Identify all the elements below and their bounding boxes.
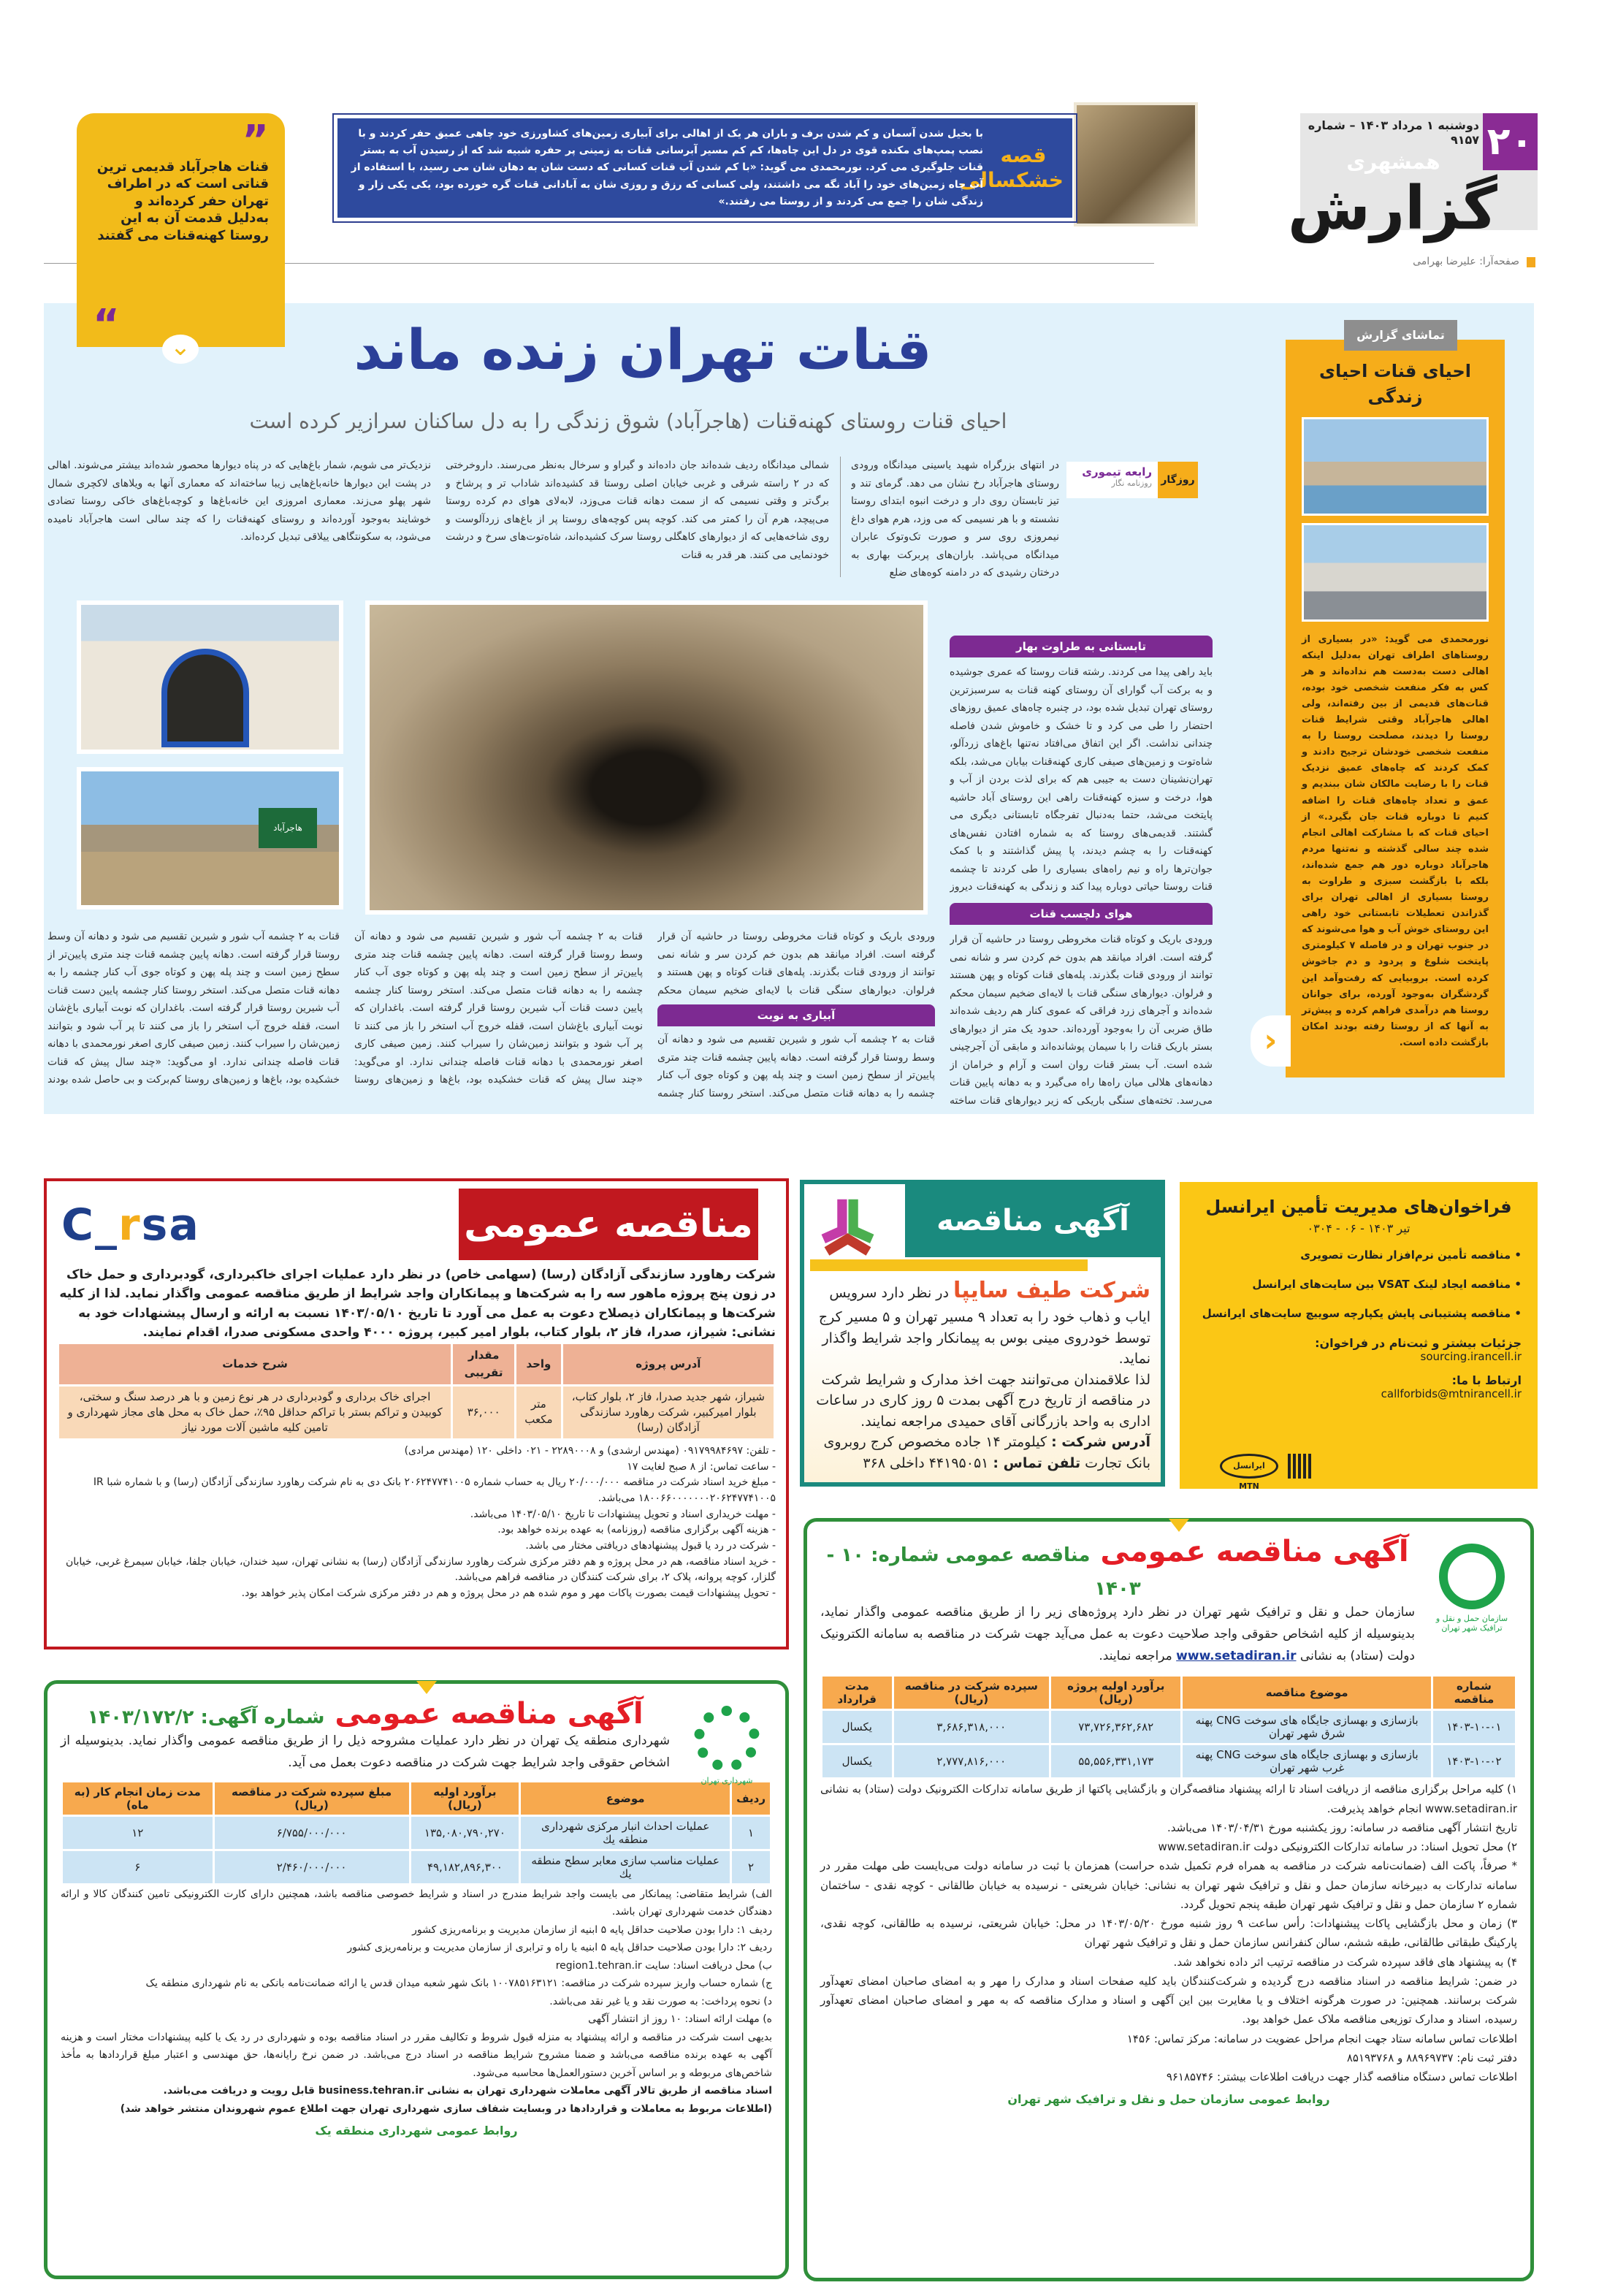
irancell-ad — [1180, 1182, 1538, 1489]
cell: عملیات احداث انبار مرکزی شهرداری منطقه یك — [521, 1817, 730, 1849]
cell: ۲ — [732, 1851, 770, 1883]
ad-intro: سازمان حمل و نقل و ترافیک شهر تهران در نظر دارد پروژه‌های زیر را از طریق مناقصه عمومی واگذار نماید، بدینوسیله از کلیه اشخاص حقوقی واجد صلاحیت دعوت به عمل می‌آید جهت شرکت در مناقصه به سامانه الکترونیک دولت (ستاد) به نشانی — [820, 1605, 1415, 1663]
qr-code-icon — [1288, 1454, 1313, 1479]
col-header: مقدار تقریبی — [453, 1344, 514, 1384]
village-sign: هاجرآباد — [259, 808, 317, 848]
section-heading: تابستانی به طراوت بهار — [950, 636, 1213, 657]
note: - هزینه آگهی برگزاری مناقصه (روزنامه) به عهده برنده خواهد بود. — [497, 1524, 776, 1536]
designer-marker-icon — [1527, 257, 1535, 267]
details-link[interactable]: sourcing.irancell.ir — [1420, 1350, 1522, 1363]
list-item: • مناقصه ایجاد لینک VSAT بین سایت‌های ایرانسل — [1252, 1278, 1522, 1291]
col-header: برآورد اولیه پروژه (ریال) — [1051, 1677, 1180, 1709]
sidebar-tab: تماشای گزارش — [1344, 320, 1457, 351]
contact-label: ارتباط با ما: — [1451, 1373, 1522, 1387]
section-irrigation — [657, 1004, 935, 1102]
note: (اطلاعات مربوط به معاملات و قراردادها در وبسایت شفاف سازی شهرداری تهران جهت اطلاع عموم شهروندان منتشر خواهد شد) — [120, 2102, 772, 2115]
list-item: • مناقصه پشتیبانی پایش یکپارچه سوییچ سایت‌های ایرانسل — [1202, 1307, 1522, 1320]
article-title: قنات تهران زنده ماند — [354, 317, 932, 382]
note: ب) محل دریافت اسناد: سایت region1.tehran.ir — [555, 1959, 772, 1972]
cell: متر مکعب — [516, 1387, 561, 1438]
qanat-tunnel-photo — [365, 600, 928, 915]
col-header: سپرده شرکت در مناقصه (ریال) — [894, 1677, 1050, 1709]
transport-logo — [1432, 1544, 1512, 1633]
note: اطلاعات تماس سامانه ستاد جهت انجام مراحل عضویت در سامانه: مرکز تماس: ۱۴۵۶ — [1126, 2032, 1517, 2045]
note: در ضمن: شرایط مناقصه در اسناد مناقصه درج گردیده و شرکت‌کنندگان باید کلیه صفحات اسناد و مدارک را مهر و به امضای صاحبان امضای تعهدآور شرکت برسانند. همچنین: در صورت هرگونه اختلاف و یا مغایرت بین این آگهی و اسناد و مدارک مناقصه که به مهر و امضای صاحبان امضای تعهدآور رسیده، اسناد و مدارک توزیعی مناقصه ملاک عمل خواهد بود. — [820, 1974, 1517, 2026]
sidebar — [1286, 340, 1505, 1078]
section-heading: آبیاری به نوبت — [657, 1004, 935, 1026]
saipa-logo-icon — [813, 1196, 882, 1265]
note: ۴) به پیشنهاد های فاقد سپرده شرکت در مناقصه ترتیب اثر داده نخواهد شد. — [1173, 1955, 1517, 1969]
note: * صرفاً، پاکت الف (ضمانت‌نامه شرکت در مناقصه به همراه فرم تکمیل شده حراست) همزمان با ثبت در سامانه دولت می‌بایست طی مهلت مقرر در سامانه تدارکات به دبیرخانه سازمان حمل و نقل و ترافیک شهر تهران به نشانی: خیابان شریعتی - نرسیده به خیابان طالقانی - کوچه نقدی - ساختمان شماره ۲ سازمان حمل و نقل و ترافیک شهر تهران طبقه پنجم تحویل گردد. — [820, 1859, 1517, 1911]
note: الف) شرایط متقاضی: پیمانکار می بایست واجد شرایط مندرج در اسناد و شرایط خصوصی مناقصه باشد، همچنین دارای کارت الکترونیکی تامین کنندگان کالا و ارائه دهندگان خدمت شهرداری تهران باشد. — [61, 1888, 772, 1918]
story-text: با بخیل شدن آسمان و کم شدن برف و باران هر یک از اهالی برای آبیاری زمین‌های کشاورزی خود چاهی عمیق حفر کردند و با نصب پمپ‌های مکنده قوی در دل این چاه‌ها، کم کم مسیر آبرسانی قنات به زمینی پر حفره شبیه شد که از رسیدن آب به بستر قنات جلوگیری می کرد. نورمحمدی می گوید: «با کم شدن آب قنات کسانی که دست شان به دهان شان می رسید، با استفاده از آب چاه زمین‌های خود را آباد نگه می داشتند، ولی کسانی که رزق و روزی شان به آبادانی قنات گره خورده بود، یکی یکی زار و زندگی شان را جمع می کردند و از روستا می رفتند.» — [351, 128, 983, 207]
ad-title: آگهی مناقصه — [905, 1184, 1161, 1257]
note: ردیف ۲: دارا بودن صلاحیت حداقل پایه ۵ ابنیه یا راه و ترابری از سازمان مدیریت و برنامه‌ریزی کشور — [347, 1942, 772, 1953]
ad-notes — [820, 1780, 1517, 2086]
col-header: موضوع مناقصه — [1183, 1677, 1431, 1709]
page-designer: صفحه‌آرا: علیرضا بهرامی — [1413, 256, 1519, 267]
label: تلفن تماس : — [993, 1454, 1081, 1471]
ad-title: آگهی مناقصه عمومی — [335, 1697, 644, 1731]
ad-title: مناقصه عمومی — [459, 1189, 758, 1260]
issue-date: دوشنبه ۱ مرداد ۱۴۰۳ – شماره ۹۱۵۷ — [1308, 118, 1479, 147]
tender-number: مناقصه عمومی شماره: ۱۰ - ۱۴۰۳ — [826, 1544, 1141, 1600]
company-name: شرکت طیف سایپا — [953, 1278, 1150, 1303]
table-row — [822, 1711, 1515, 1743]
note: ردیف ۱: دارا بودن صلاحیت حداقل پایه ۵ ابنیه از سازمان مدیریت و برنامه‌ریزی کشور — [412, 1923, 772, 1936]
sidebar-photo-1 — [1302, 417, 1489, 516]
cell: عملیات مناسب سازی معابر سطح منطقه یك — [521, 1851, 730, 1883]
ad-text: لذا علاقمندان می‌توانند جهت اخذ مدارک و شرایط شرکت در مناقصه از تاریخ درج آگهی بمدت ۵ روز کاری در ساعات اداری به واحد بازرگانی آقای حمیدی مراجعه نمایند. — [816, 1371, 1150, 1430]
chevron-left-icon: ‹ — [1251, 1015, 1291, 1067]
cell: ۱ — [732, 1817, 770, 1849]
author-name: رابعه تیموری — [1082, 465, 1152, 478]
saipa-tender-ad — [800, 1180, 1165, 1487]
address: کیلومتر ۱۴ جاده مخصوص کرج روبروی بانک تجارت — [823, 1434, 1150, 1471]
phone: ۴۴۱۹۵۰۵۱ داخلی ۳۶۸ — [863, 1454, 989, 1471]
byline — [1066, 462, 1198, 498]
note: - مبلغ خرید اسناد شرکت در مناقصه ۲۰/۰۰۰/۰۰۰ ریال به حساب شماره ۲۰۶۲۴۷۷۴۱۰۰۵ بانک دی به نام شرکت رهاورد سازندگی آزادگان (رسا) و با شماره شبا IR ۱۸۰۰۶۶۰۰۰۰۰۰۰۲۰۶۲۴۷۷۴۱۰۰۵ می‌باشد. — [93, 1476, 776, 1504]
irancell-logo: ایرانسل MTN — [1220, 1454, 1278, 1479]
ad-title: فراخوان‌های مدیریت تأمین ایرانسل — [1205, 1197, 1512, 1217]
sidebar-photo-2 — [1302, 523, 1489, 622]
village-sign-photo — [77, 767, 343, 909]
pull-quote — [77, 113, 285, 347]
municipality-logo — [687, 1706, 767, 1785]
rsa-tender-ad — [44, 1178, 789, 1649]
section-text: باید راهی پیدا می کردند. رشته قنات روستا که عمری جوشیده و به برکت آب گوارای آن روستای کهنه قنات به سرسبزترین روستای تهران تبدیل شده بود، در چنبره چاه‌های عمیق روزهای احتضار را طی می کرد و تا خشک و خاموش شدن فاصله چندانی نداشت. اگر این اتفاق می‌افتاد نه‌تنها باغ‌های زردآلو، شاه‌توت و زمین‌های صیفی کاری کهنه‌قنات بیابان می‌شد، بلکه تهران‌نشینان دست به جیبی هم که برای لذت بردن از آب و هوا، درخت و سبزه کهنه‌قنات راهی این روستای آباد حاشیه پایتخت می‌شد، حتما به‌دنبال تفرجگاه تابستانی دیگری می گشتند. قدیمی‌های روستا که به شماره افتادن نفس‌های کهنه‌قنات را به چشم دیدند، پا پیش گذاشتند و با کمک جوان‌ترها راه و نیم راه‌های بسیاری را طی کردند تا چشمه قنات روستا حیاتی دوباره پیدا کند و زندگی به کهنه‌قنات دیروز — [950, 666, 1213, 893]
ad-number: شماره آگهی: ۱۴۰۳/۱۷۲/۲ — [87, 1706, 325, 1728]
quote-open-icon: ” — [242, 117, 269, 164]
transport-table — [820, 1674, 1517, 1780]
ad-notes — [57, 1443, 776, 1602]
cell: ۱۳۵,۰۸۰,۷۹۰,۲۷۰ — [411, 1817, 519, 1849]
table-row — [63, 1817, 770, 1849]
story-photo — [1074, 102, 1198, 226]
chevron-down-icon: ⌄ — [162, 335, 199, 364]
ad-footer: روابط عمومی سازمان حمل و نقل و ترافیک شهر تهران — [1007, 2092, 1330, 2107]
ad-title: آگهی مناقصه عمومی — [1100, 1535, 1409, 1568]
author-role: روزنامه نگار — [1111, 478, 1152, 488]
note: ۲) محل تحویل اسناد: در سامانه تدارکات الکترونیکی دولت www.setadiran.ir — [1158, 1840, 1517, 1853]
col-header: شماره مناقصه — [1433, 1677, 1515, 1709]
sidebar-title: احیای قنات احیای زندگی — [1318, 361, 1471, 407]
note: اطلاعات تماس دستگاه مناقصه گذار جهت دریافت اطلاعات بیشتر: ۹۶۱۸۵۷۴۶ — [1166, 2070, 1517, 2083]
section-heading: هوای دلچسب قنات — [950, 903, 1213, 925]
col-header: آدرس پروژه — [563, 1344, 774, 1384]
story-label: قصه خشکسالی — [959, 143, 1064, 192]
cell: ۲/۴۶۰/۰۰۰/۰۰۰ — [215, 1851, 409, 1883]
cell: ۳۶,۰۰۰ — [453, 1387, 514, 1438]
note: دفتر ثبت نام: ۸۸۹۶۹۷۳۷ و ۸۵۱۹۳۷۶۸ — [1346, 2051, 1517, 2064]
cell: شیراز، شهر جدید صدرا، فاز ۲، بلوار کتاب، بلوار امیرکبیر، شرکت رهاورد سازندگی آزادگان (رسا) — [563, 1387, 774, 1438]
article-subtitle: احیای قنات روستای کهنه‌قنات (هاجرآباد) شوق زندگی را به دل ساکنان سرازیر کرده است — [249, 409, 1007, 433]
ad-intro: شرکت رهاورد سازندگی آزادگان (رسا) (سهامی خاص) در نظر دارد عملیات اجرای خاکبرداری، گودبرداری و حمل خاک در زون پنج پروژه ماهور سه را به شرکت‌ها و پیمانکاران واجد شرایط از طریق مناقصه عمومی واگذار نماید. لذا از کلیه شرکت‌ها و پیمانکاران ذیصلاح دعوت به عمل می آورد تا تاریخ ۱۴۰۳/۰۵/۱۰ نسبت به ارائه و ارسال پیشنهادات خود به نشانی: شیراز، صدرا، فاز ۲، بلوار کتاب، بلوار امیر کبیر، پروژه ۴۰۰۰ واحدی مسکونی صدرا، اقدام نمایند. — [59, 1267, 776, 1340]
details-label: جزئیات بیشتر و ثبت‌نام در فراخوان: — [1315, 1336, 1522, 1350]
section-text: ورودی باریک و کوتاه قنات مخروطی روستا در حاشیه آن قرار گرفته است. افراد میانقد هم بدون خم کردن سر و شانه نمی توانند از ورودی قنات بگذرند. پله‌های قنات کوتاه و پهن هستند و فرلوان. دیوارهای سنگی قنات با لایه‌ای ضخیم سیمان محکم شده‌اند و آجرهای زرد فراقی که عموی کنار هم ردیف شده‌اند طاق ضربی آن را به‌وجود آورده‌اند. حدود یک متر از دیوارهای بستر باریک قنات را با سیمان پوشانده‌اند و مابقی آن آجرچینی شده است. آب بستر قنات روان است و آرام و خرامان از دهانه‌های هلالی میان راه‌ها راه می‌گیرد و به دهانه پایین قنات می‌رسد. تخته‌های سنگی باریکی که زیر دیوارهای قنات ساخته — [950, 934, 1213, 1107]
cell: ۳,۶۸۶,۳۱۸,۰۰۰ — [894, 1711, 1050, 1743]
cell: ۱۴۰۳-۱۰-۰۱ — [1433, 1711, 1515, 1743]
note: - مهلت خریداری اسناد و تحویل پیشنهادات تا تاریخ ۱۴۰۳/۰۵/۱۰ می‌باشد. — [470, 1508, 776, 1520]
note: - تحویل پیشنهادات قیمت بصورت پاکات مهر و موم شده هم در محل پروژه و هم در دفتر مرکزی شرکت امکان پذیر خواهد بود. — [241, 1587, 776, 1600]
byline-tag: روزگار — [1158, 462, 1198, 498]
intro-col-1: در انتهای بزرگراه شهید یاسینی میدانگاه ورودی روستای هاجرآباد رخ نشان می دهد. گرمای تند و تیز تابستان روی دار و درخت انبوه ابتدای روستا نشسته و با هر نسیمی که می وزد، هرم هوای داغ نیمروزی روی سر و صورت تک‌وتوک عابران میدانگاه می‌پاشد. باران‌های پربرکت بهاری به درختان رشیدی که در دامنه کوه‌های ضلع — [851, 459, 1059, 579]
col-header: واحد — [516, 1344, 561, 1384]
quote-text: قنات هاجرآباد قدیمی ترین قناتی است که در اطراف تهران حفر کرده‌اند و به‌دلیل قدمت آن به این روستا کهنه‌قنات می گفتند — [96, 159, 269, 243]
note: ج) شماره حساب واریز سپرده شرکت در مناقصه: ۱۰۰۷۸۵۱۶۳۱۲۱ بانک شهر شعبه میدان قدس یا ارائه ضمانت‌نامه بانکی به نام شهرداری منطقه یک — [145, 1977, 772, 1989]
note: ۳) زمان و محل بازگشایی پاکات پیشنهادات: رأس ساعت ۹ روز شنبه مورخ ۱۴۰۳/۰۵/۲۰ در محل: خیابان شریعتی، نرسیده به طالقانی، کوچه نقدی، پارکینگ طبقاتی طالقانی، طبقه ششم، سالن کنفرانس سازمان حمل و نقل و ترافیک شهر تهران — [820, 1917, 1517, 1950]
col-header: شرح خدمات — [59, 1344, 451, 1384]
table-row — [822, 1745, 1515, 1777]
cell: اجرای خاک برداری و گودبرداری در هر نوع زمین و با هر درصد سنگ و سختی، کوبیدن و تراکم بستر با تراکم حداقل ۹۵٪، حمل خاک به محل های مجاز شهرداری و تامین کلیه ماشین آلات مورد نیاز — [59, 1387, 451, 1438]
ad-intro: شهرداری منطقه یک تهران در نظر دارد عملیات مشروحه ذیل را از طریق مناقصه عمومی واگذار نماید. بدینوسیله از اشخاص حقوقی واجد شرایط جهت شرکت در مناقصه دعوت بعمل می آید. — [61, 1734, 670, 1770]
cell: ۴۹,۱۸۲,۸۹۶,۳۰۰ — [411, 1851, 519, 1883]
note: بدیهی است شرکت در مناقصه و ارائه پیشنهاد به منزله قبول شروط و تکالیف مقرر در اسناد مناقصه بوده و شهرداری در رد یک یا کلیه پیشنهادات مختار است و هزینه آگهی به عهده برنده مناقصه می‌باشد و ضمنا مشروح شرایط مناقصه در اسناد درج می‌باشد. در ضمن نرخ رایانه‌ها، حق مهندسی و اعتبار مبلغ قراردادها به مأخذ شاخص‌های مربوطه و بر اساس آخرین دستورالعمل‌ها محاسبه می‌شود. — [61, 2031, 772, 2079]
note: - خرید اسناد مناقصه، هم در محل پروژه و هم دفتر مرکزی شرکت رهاورد سازندگی آزادگان (رسا) به نشانی تهران، سید خندان، خیابان جلفا، خیابان سیمرغ غربی، خیابان گلزار، کوچه پروانه، پلاک ۲، برای شرکت کنندگان در مناقصه فراهم می‌باشد. — [65, 1555, 776, 1584]
cell: ۷۳,۷۲۶,۳۶۲,۶۸۲ — [1051, 1711, 1180, 1743]
section-title: گزارش — [1287, 174, 1497, 243]
cell: ۱۲ — [63, 1817, 213, 1849]
cell: یکسال — [822, 1711, 892, 1743]
cell: ۶/۷۵۵/۰۰۰/۰۰۰ — [215, 1817, 409, 1849]
contact-email[interactable]: callforbids@mtnirancell.ir — [1381, 1387, 1522, 1400]
quote-close-icon: “ — [93, 301, 120, 348]
page-number: ۲۰ — [1483, 113, 1538, 170]
ad-footer: روابط عمومی شهرداری منطقه یک — [315, 2124, 518, 2137]
cell: ۵۵,۵۵۶,۳۳۱,۱۷۳ — [1051, 1745, 1180, 1777]
intro-col-2: شمالی میدانگاه ردیف شده‌اند جان داده‌اند و گیراو و سرخال به‌نظر می‌رسند. داروخرختی که در ۲ راسته شرقی و غربی خیابان اصلی روستا قد کشیده‌اند شاداب تر و پرشاخ و برگ‌تر و وقتی نسیمی که از سمت دهانه قنات می‌وزد، لابه‌لای هوای دم کرده روستا می‌پیچد، هرم آن را کمتر می کند. کوچه پس کوچه‌های روستا پر از باغ‌های زردآلوست و روی شاخه‌هایی که از دیوارهای کاهگلی روستا سرک کشیده‌اند، شاه‌توت‌های سرخ و درشت خودنمایی می کنند. هر قدر به قنات — [446, 459, 829, 561]
label: آدرس شرکت : — [1051, 1434, 1150, 1450]
note: ه) مهلت ارائه اسناد: ۱۰ روز از انتشار آگهی — [588, 2013, 772, 2025]
section-summer — [950, 636, 1213, 896]
list-item: • مناقصه تأمین نرم‌افزار نظارت تصویری — [1300, 1248, 1522, 1262]
district1-tender-ad — [44, 1680, 789, 2279]
col-header: ردیف — [732, 1782, 770, 1815]
cell: بازسازی و بهسازی جایگاه های سوخت CNG پهنه شرق شهر تهران — [1183, 1711, 1431, 1743]
note: - شرکت در رد یا قبول پیشنهادهای دریافتی مختار می باشد. — [525, 1540, 776, 1552]
ad-intro-end: مراجعه نمایند. — [1099, 1648, 1172, 1663]
cell: ۱۴۰۳-۱۰-۰۲ — [1433, 1745, 1515, 1777]
ad-text: در نظر دارد سرویس ایاب و ذهاب خود را به تعداد ۹ مسیر تهران و ۵ مسیر کرج توسط خودروی مینی بوس به پیمانکار واجد شرایط واگذار نماید. — [818, 1285, 1150, 1367]
org-name: سازمان حمل و نقل و ترافیک شهر تهران — [1435, 1614, 1508, 1633]
setadiran-link[interactable]: www.setadiran.ir — [1176, 1648, 1297, 1663]
qanat-entrance-photo — [77, 600, 343, 754]
note: د) نحوه پرداخت: به صورت نقد و یا غیر نقد می‌باشد. — [549, 1995, 772, 2007]
cell: ۲,۷۷۷,۸۱۶,۰۰۰ — [894, 1745, 1050, 1777]
col-header: موضوع — [521, 1782, 730, 1815]
note: اسناد مناقصه از طریق تالار آگهی معاملات شهرداری تهران به نشانی business.tehran.ir قابل رویت و دریافت می‌باشد. — [163, 2085, 772, 2097]
col-header: مدت قرارداد — [822, 1677, 892, 1709]
ad-date: تیر ۱۴۰۳ - ۰۶ - ۰۳۰۴ — [1307, 1221, 1411, 1235]
column-divider — [840, 457, 841, 577]
transport-tender-ad — [804, 1518, 1534, 2281]
note: - تلفن: ۰۹۱۷۹۹۸۴۶۹۷ (مهندس ارشدی) و ۲۲۸۹۰۰۰۸ - ۰۲۱ داخلی ۱۲۰ (مهندس مرادی) — [404, 1444, 776, 1457]
col-header: برآورد اولیه (ریال) — [411, 1782, 519, 1815]
rsa-logo: C_rsa — [61, 1200, 200, 1251]
section-air-cont: ورودی باریک و کوتاه قنات مخروطی روستا در حاشیه آن قرار گرفته است. افراد میانقد هم بدون خم کردن سر و شانه نمی توانند از ورودی قنات بگذرند. پله‌های قنات کوتاه و پهن هستند و فرلوان. دیوارهای سنگی قنات با لایه‌ای ضخیم سیمان محکم — [657, 931, 935, 996]
logo-text: شهرداری تهران — [701, 1776, 753, 1785]
paper-logo: همشهری — [1346, 150, 1440, 174]
note: تاریخ انتشار آگهی مناقصه در سامانه: روز یکشنبه مورخ ۱۴۰۳/۰۴/۳۱ می‌باشد. — [1167, 1820, 1517, 1834]
cell: ۶ — [63, 1851, 213, 1883]
sidebar-text: نورمحمدی می گوید: «در بسیاری از روستاهای اطراف تهران به‌دلیل اینکه اهالی دست به‌دست هم نداده‌اند و هر کس به فکر منفعت شخصی خود بوده، قنات‌های قدیمی از بین رفته‌اند، ولی اهالی هاجرآباد وقتی شرایط قنات روستا را دیدند، مصلحت روستا را به منفعت شخصی خودشان ترجیح دادند و کمک کردند که چاه‌های عمیق نزدیک قنات را با رضایت مالکان شان ببندیم و عمق و تعداد چاه‌های قنات را اضافه کنیم تا دوباره قنات جان بگیرد.» از احیای قنات که با مشارکت اهالی انجام شده چند سالی گذشته و نه‌تنها مردم هاجرآباد دوباره دور هم جمع شده‌اند، بلکه با بازگشت سبزی و طراوت به روستا بسیاری از اهالی تهران برای گذراندن تعطیلات تابستانی خود راهی این روستای خوش آب و هوا می‌شوند که در جنوب تهران و در فاصله ۷ کیلومتری پایتخت شلوغ و پردود و دم جاخوش کرده است. بروبیایی که رفت‌وآمد این گردشگران به‌وجود آورده، برای جوانان روستا هم درآمدی فراهم کرده و پیش‌تر به آنها که از روستا رفته بودند امکان بازگشت داده است. — [1302, 633, 1489, 1048]
note: - ساعت تماس: از ۸ صبح لغایت ۱۷ — [627, 1460, 776, 1473]
rsa-table — [57, 1342, 776, 1441]
table-row — [63, 1851, 770, 1883]
story-box — [332, 113, 1077, 223]
table-row — [59, 1387, 774, 1438]
intro-col-3: نزدیک‌تر می شویم، شمار باغ‌هایی که در پناه دیوارها محصور شده‌اند بیشتر می‌شوند. اهالی در پشت این دیوارها خانه‌باغ‌هایی زیبا ساخته‌اند که معماری آنها به ویلاهای لاکچری شمال شهر پهلو می‌زند. معماری امروزی این خانه‌باغ‌ها و کوچه‌باغ‌های خاکی روستا تضادی خوشایند به‌وجود آورده‌اند و روستای کهنه‌قنات را که چند سالی است هاجرآباد نامیده می‌شود، به سکونتگاهی ییلاقی تبدیل کرده‌اند. — [47, 459, 431, 543]
cell: یکسال — [822, 1745, 892, 1777]
col-header: مدت زمان انجام کار (به ماه) — [63, 1782, 213, 1815]
district1-table — [61, 1780, 772, 1885]
irrigation-col-2: قنات به ۲ چشمه آب شور و شیرین تقسیم می شود و دهانه آن وسط روستا قرار گرفته است. دهانه پایین چشمه قنات چند متری پایین‌تر از سطح زمین است و چند پله پهن و کوتاه جوی آب کنار چشمه را به دهانه قنات متصل می‌کند. استخر روستا کنار چشمه پایین دست قنات آب شیرین روستا قرار گرفته است. باغداران که نوبت آبیاری باغ‌شان است، قفله خروج آب استخر را باز می کنند تا پر آب شود و بتوانند زمین‌شان را سیراب کنند. زمین صیفی کاری اصغر نورمحمدی با دهانه قنات فاصله چندانی ندارد. او می‌گوید: «چند سال پیش که قنات خشکیده بود، باغ‌ها و زمین‌های روستا — [354, 931, 643, 1086]
note: ۱) کلیه مراحل برگزاری مناقصه از دریافت اسناد تا ارائه پیشنهاد مناقصه‌گران و بازگشایی پاکتها از طریق سامانه تدارکات الکترونیک دولت (ستاد) به نشانی www.setadiran.ir انجام خواهد پذیرفت. — [820, 1782, 1517, 1815]
section-text: قنات به ۲ چشمه آب شور و شیرین تقسیم می شود و دهانه آن وسط روستا قرار گرفته است. دهانه پایین چشمه قنات چند متری پایین‌تر از سطح زمین است و چند پله پهن و کوتاه جوی آب کنار چشمه را به دهانه قنات متصل می‌کند. استخر روستا کنار چشمه — [657, 1034, 935, 1099]
irrigation-col-3: قنات به ۲ چشمه آب شور و شیرین تقسیم می شود و دهانه آن وسط روستا قرار گرفته است. دهانه پایین چشمه قنات چند متری پایین‌تر از سطح زمین است و چند پله پهن و کوتاه جوی آب کنار چشمه را به دهانه قنات متصل می‌کند. استخر روستا کنار چشمه پایین دست قنات آب شیرین روستا قرار گرفته است. باغداران که نوبت آبیاری باغ‌شان است، قفله خروج آب استخر را باز می کنند تا پر آب شود و بتوانند زمین‌شان را سیراب کنند. زمین صیفی کاری اصغر نورمحمدی با دهانه قنات فاصله چندانی ندارد. او می‌گوید: «چند سال پیش که قنات خشکیده بود، باغ‌ها و زمین‌های روستا کم‌برکت و بی حاصل شده بودند — [47, 931, 340, 1086]
section-air — [950, 903, 1213, 1110]
col-header: مبلغ سپرده شرکت در مناقصه (ریال) — [215, 1782, 409, 1815]
ad-notes — [61, 1885, 772, 2118]
cell: بازسازی و بهسازی جایگاه های سوخت CNG پهنه غرب شهر تهران — [1183, 1745, 1431, 1777]
